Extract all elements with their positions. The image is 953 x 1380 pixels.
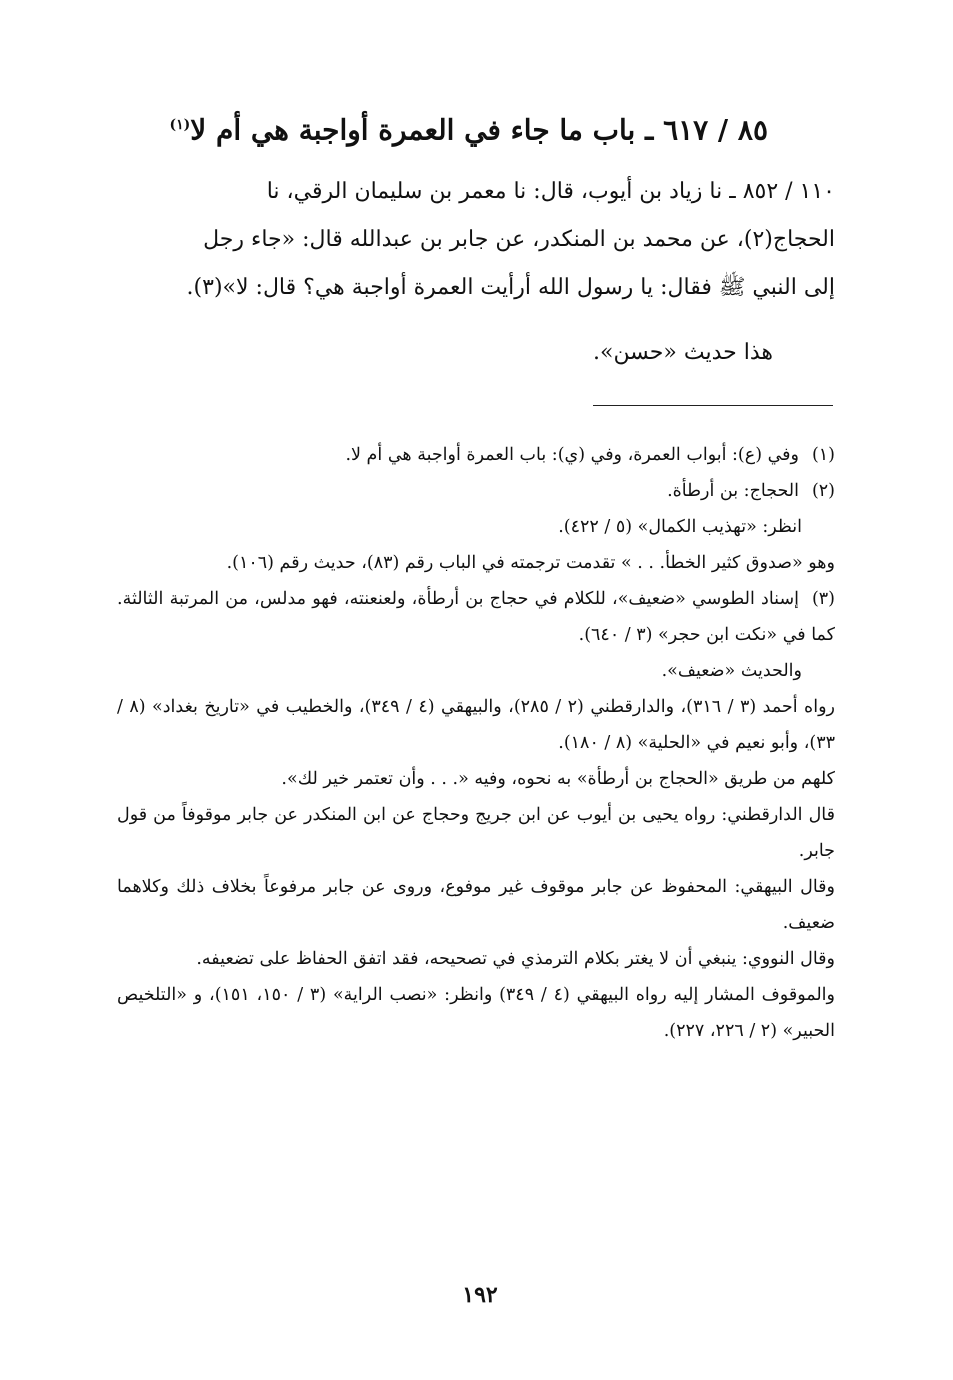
footnote-text: رواه أحمد (٣ / ٣١٦)، والدارقطني (٢ / ٢٨٥)، والبيهقي (٤ / ٣٤٩)، والخطيب في «تاريخ بغداد» (٨ / ٣٣)، وأبو نعيم في «الحلية» (٨ / ١٨٠). <box>117 697 835 753</box>
footnote-text: وهو «صدوق كثير الخطأ. . . » تقدمت ترجمته في الباب رقم (٨٣)، حديث رقم (١٠٦). <box>226 553 835 573</box>
footnote-text: الحجاج: بن أرطأة. <box>667 481 799 501</box>
chapter-heading-text: ٨٥ / ٦١٧ ـ باب ما جاء في العمرة أواجبة هي أم لا <box>190 113 768 147</box>
footnote-text: والحديث «ضعيف». <box>661 661 802 681</box>
footnote-text: وقال النووي: ينبغي أن لا يغتر بكلام الترمذي في تصحيحه، فقد اتفق الحفاظ على تضعيفه. <box>196 949 835 969</box>
footnote-number: (٣) <box>811 589 835 609</box>
hadith-text <box>117 168 835 312</box>
heading-footnote-ref: (١) <box>169 117 191 133</box>
hadith-line: إلى النبي ﷺ فقال: يا رسول الله أرأيت العمرة أواجبة هي؟ قال: لا»(٣). <box>186 275 835 300</box>
page-number: ١٩٢ <box>462 1282 498 1308</box>
footnote-text: وقال البيهقي: المحفوظ عن جابر موقوف غير موفوع، وروى عن جابر مرفوعاً بخلاف ذلك وكلاهما ضعيف. <box>117 877 835 933</box>
footnote-text: كلهم من طريق «الحجاج بن أرطأة» به نحوه، وفيه «. . . وأن تعتمر خير لك». <box>281 769 835 789</box>
footnotes <box>117 437 835 1049</box>
footnote-number: (٢) <box>811 481 835 501</box>
footnote-number: (١) <box>811 445 835 465</box>
footnote-text: وفي (ع): أبواب العمرة، وفي (ي): باب العمرة أواجبة هي أم لا. <box>345 445 799 465</box>
footnote-3 <box>117 581 835 653</box>
hadith-line: ١١٠ / ٨٥٢ ـ نا زياد بن أيوب، قال: نا معمر بن سليمان الرقي، نا <box>266 179 835 204</box>
footnote-2 <box>117 473 835 509</box>
hadith-line: الحجاج(٢)، عن محمد بن المنكدر، عن جابر بن عبدالله قال: «جاء رجل <box>203 227 835 252</box>
chapter-heading <box>148 100 768 155</box>
footnote-text: إسناد الطوسي «ضعيف»، للكلام في حجاج بن أرطأة، ولعنعنته، فهو مدلس، من المرتبة الثالثة. كما في «نكت ابن حجر» (٣ / ٦٤٠). <box>117 589 835 645</box>
footnote-1 <box>117 437 835 473</box>
footnote-text: قال الدارقطني: رواه يحيى بن أيوب عن ابن جريج وحجاج عن ابن المنكدر عن جابر موقوفاً من قول جابر. <box>117 805 835 861</box>
footnote-text: انظر: «تهذيب الكمال» (٥ / ٤٢٢). <box>558 517 802 537</box>
footnote-text: والموقوف المشار إليه رواه البيهقي (٤ / ٣٤٩) وانظر: «نصب الراية» (٣ / ١٥٠، ١٥١)، و «التلخيص الحبير» (٢ / ٢٢٦، ٢٢٧). <box>117 985 835 1041</box>
footnote-divider <box>593 405 833 406</box>
hadith-grade: هذا حديث «حسن». <box>592 340 773 365</box>
